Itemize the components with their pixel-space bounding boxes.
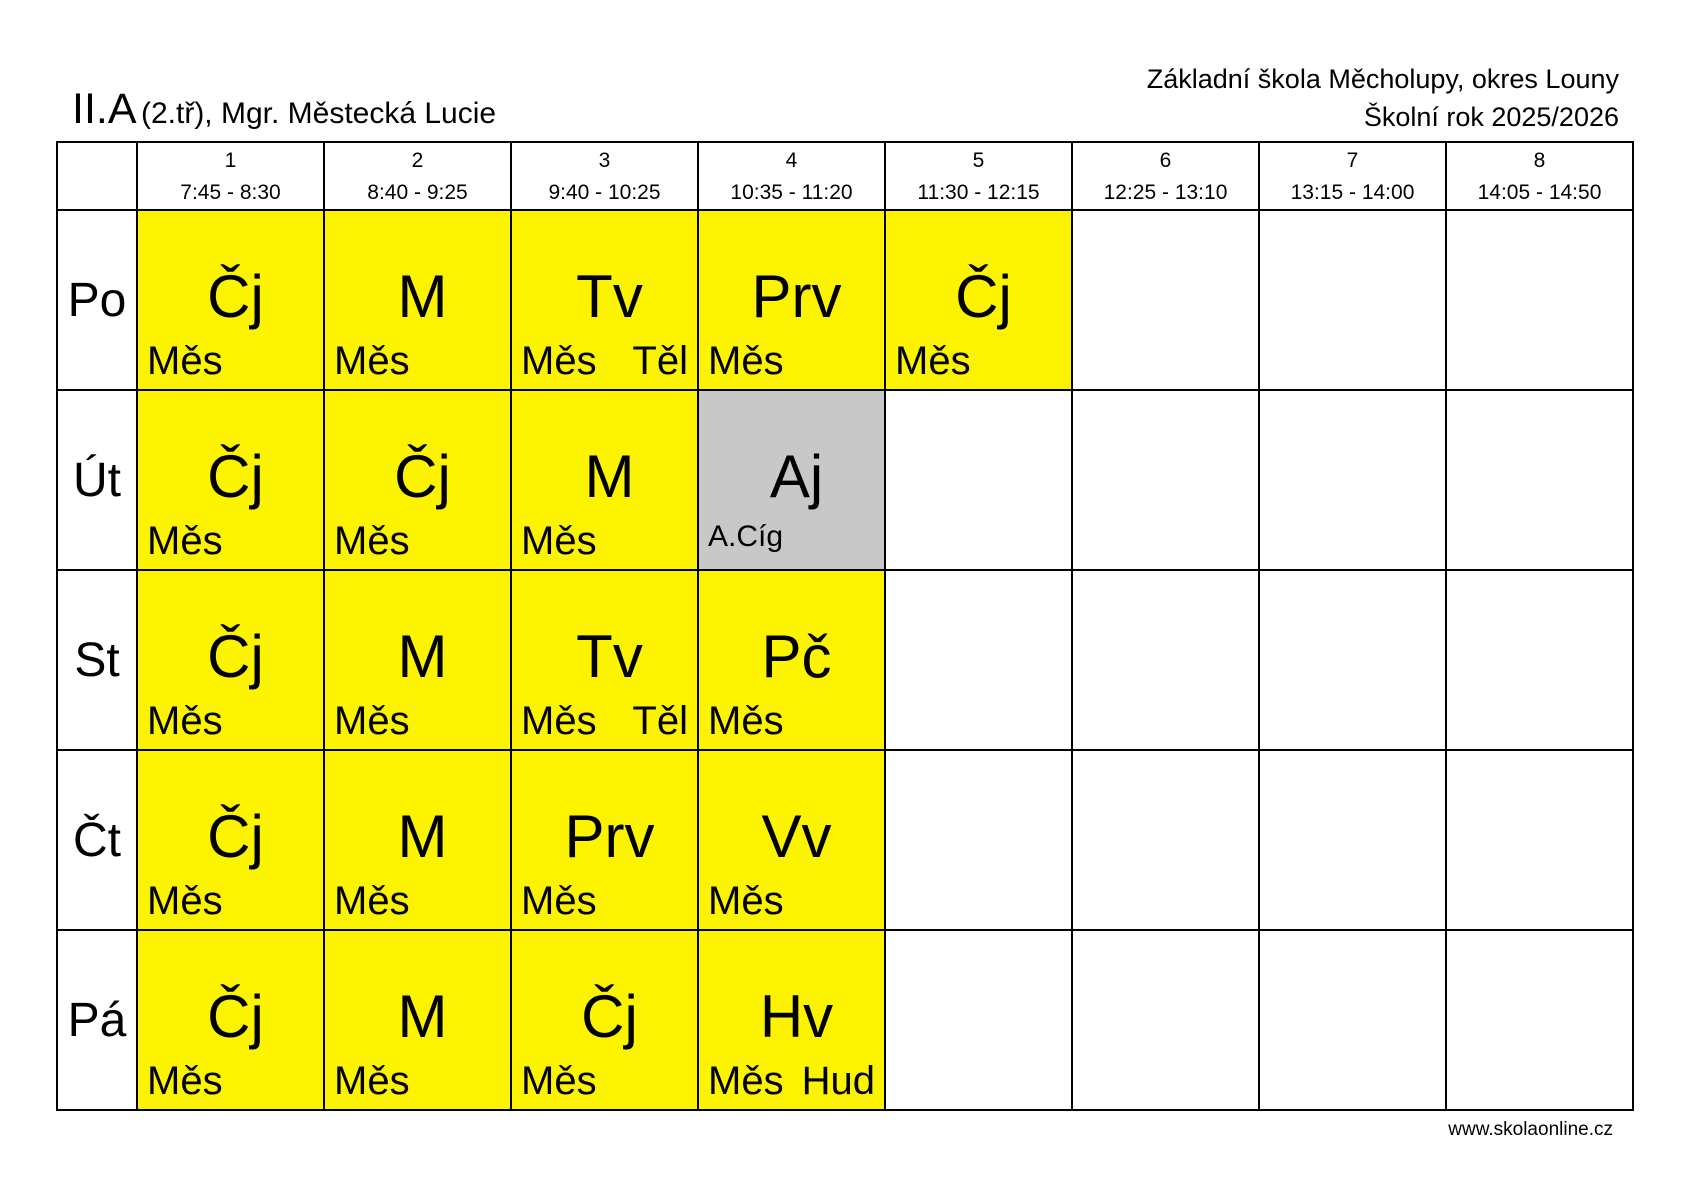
period-header [511,142,698,210]
period-header [324,142,511,210]
lesson-subject: Vv [761,803,832,870]
lesson-cell[interactable] [698,570,885,750]
lesson-cell[interactable] [698,210,885,390]
lesson-cell[interactable] [324,210,511,390]
lesson-subject: Čj [581,983,638,1050]
lesson-teacher: Měs [708,699,784,743]
day-row [57,570,1633,750]
lesson-cell[interactable] [698,750,885,930]
lesson-cell[interactable] [137,750,324,930]
period-number: 4 [785,149,798,172]
lesson-cell[interactable] [324,390,511,570]
empty-cell [885,570,1072,750]
lesson-subject: Tv [576,263,643,330]
day-row [57,930,1633,1110]
period-time: 14:05 - 14:50 [1477,181,1602,204]
period-number: 8 [1533,149,1546,172]
lesson-subject: Čj [394,443,451,510]
lesson-cell[interactable] [511,210,698,390]
lesson-cell[interactable] [324,750,511,930]
lesson-teacher: Měs [521,339,597,383]
lesson-room: Hud [801,1059,875,1103]
day-row [57,210,1633,390]
lesson-teacher: Měs [521,879,597,923]
empty-cell [1446,750,1633,930]
lesson-room: Těl [632,339,688,383]
lesson-teacher: Měs [708,1059,784,1103]
page-title [72,85,497,133]
empty-cell [1446,210,1633,390]
class-detail: (2.tř), Mgr. Městecká Lucie [140,97,497,130]
period-time: 13:15 - 14:00 [1290,181,1415,204]
lesson-cell[interactable] [324,930,511,1110]
lesson-subject: Aj [769,443,824,510]
period-number: 2 [411,149,424,172]
corner-cell [57,142,137,210]
lesson-subject: Prv [751,263,842,330]
lesson-subject: M [397,623,448,690]
footer-website: www.skolaonline.cz [1448,1119,1613,1140]
period-time: 12:25 - 13:10 [1103,181,1228,204]
empty-cell [1072,930,1259,1110]
lesson-cell[interactable] [511,750,698,930]
lesson-subject: Hv [759,983,834,1050]
lesson-subject: Tv [576,623,643,690]
class-name: II.A [72,85,137,133]
period-number: 6 [1159,149,1172,172]
period-time: 11:30 - 12:15 [917,181,1040,204]
empty-cell [1446,570,1633,750]
lesson-room: Těl [632,699,688,743]
empty-cell [1072,750,1259,930]
period-header [1446,142,1633,210]
empty-cell [1259,750,1446,930]
lesson-cell[interactable] [137,390,324,570]
lesson-subject: Čj [207,623,264,690]
lesson-subject: Prv [564,803,655,870]
period-time: 9:40 - 10:25 [548,181,661,204]
empty-cell [1446,390,1633,570]
period-header [137,142,324,210]
period-header [1259,142,1446,210]
day-row [57,750,1633,930]
empty-cell [1259,930,1446,1110]
empty-cell [1259,210,1446,390]
lesson-cell[interactable] [698,930,885,1110]
day-label: Pá [57,930,137,1110]
empty-cell [1446,930,1633,1110]
lesson-subject: M [397,263,448,330]
lesson-teacher: Měs [521,699,597,743]
lesson-subject: M [584,443,635,510]
lesson-teacher: Měs [334,339,410,383]
lesson-subject: M [397,803,448,870]
lesson-subject: Čj [207,983,264,1050]
day-label: Čt [57,750,137,930]
lesson-teacher: Měs [521,519,597,563]
empty-cell [1259,570,1446,750]
period-time: 7:45 - 8:30 [180,181,281,204]
lesson-cell[interactable] [698,390,885,570]
lesson-teacher: Měs [334,699,410,743]
lesson-cell[interactable] [511,570,698,750]
period-header [1072,142,1259,210]
lesson-subject: M [397,983,448,1050]
lesson-teacher: Měs [147,519,223,563]
lesson-teacher: Měs [147,879,223,923]
day-label: Út [57,390,137,570]
lesson-cell[interactable] [511,930,698,1110]
period-number: 3 [598,149,611,172]
lesson-teacher: Měs [147,699,223,743]
lesson-subject: Pč [761,623,832,690]
lesson-teacher: Měs [334,1059,410,1103]
day-label: St [57,570,137,750]
lesson-cell[interactable] [137,930,324,1110]
period-number: 7 [1346,149,1359,172]
lesson-cell[interactable] [137,210,324,390]
empty-cell [1259,390,1446,570]
lesson-teacher: Měs [895,339,971,383]
period-header [698,142,885,210]
lesson-teacher: Měs [147,1059,223,1103]
school-name: Základní škola Měcholupy, okres Louny [1146,64,1619,94]
empty-cell [885,750,1072,930]
timetable [56,141,1634,1111]
empty-cell [885,390,1072,570]
day-label: Po [57,210,137,390]
period-time: 8:40 - 9:25 [367,181,468,204]
lesson-subject: Čj [207,263,264,330]
day-row [57,390,1633,570]
lesson-teacher: Měs [708,339,784,383]
lesson-subject: Čj [207,803,264,870]
period-header [885,142,1072,210]
lesson-subject: Čj [955,263,1012,330]
lesson-teacher: Měs [708,879,784,923]
lesson-teacher: A.Cíg [708,520,784,553]
lesson-teacher: Měs [334,519,410,563]
empty-cell [1072,390,1259,570]
school-year: Školní rok 2025/2026 [1363,102,1619,132]
period-number: 1 [224,149,237,172]
empty-cell [1072,570,1259,750]
lesson-cell[interactable] [511,390,698,570]
period-header-row [57,142,1633,210]
lesson-teacher: Měs [521,1059,597,1103]
lesson-teacher: Měs [334,879,410,923]
empty-cell [885,930,1072,1110]
lesson-subject: Čj [207,443,264,510]
period-time: 10:35 - 11:20 [730,181,853,204]
period-number: 5 [972,149,985,172]
lesson-cell[interactable] [324,570,511,750]
empty-cell [1072,210,1259,390]
lesson-cell[interactable] [885,210,1072,390]
lesson-teacher: Měs [147,339,223,383]
lesson-cell[interactable] [137,570,324,750]
